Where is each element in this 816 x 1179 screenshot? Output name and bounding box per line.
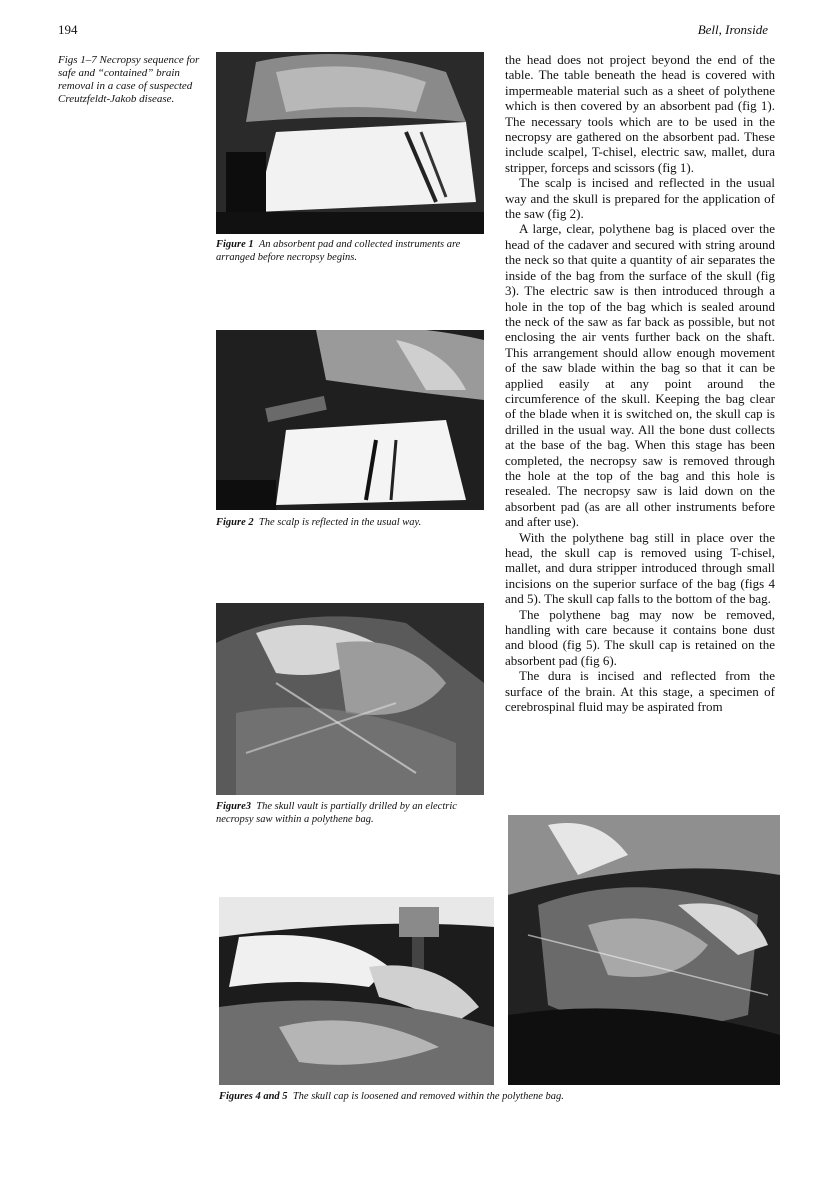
figure-3-photo <box>216 603 484 795</box>
figure-3-caption <box>216 800 486 826</box>
figure-1-photo <box>216 52 484 234</box>
figures-4-5-caption-text: The skull cap is loosened and removed within the polythene bag. <box>292 1091 564 1102</box>
body-paragraph: With the polythene bag still in place over the head, the skull cap is removed using T-chisel, mallet, and dura stripper introduced through small incisions on the superior surface of the bag (figs 4 and 5). The skull cap falls to the bottom of the bag. <box>505 529 775 607</box>
figure-4-photo <box>219 897 494 1085</box>
figure-1-caption <box>216 238 486 264</box>
figure-1-caption-text: An absorbent pad and collected instruments are arranged before necropsy begins. <box>216 239 461 263</box>
figure-2-caption <box>216 516 486 529</box>
body-paragraph: The dura is incised and reflected from the surface of the brain. At this stage, a specimen of cerebrospinal fluid may be aspirated from <box>505 668 775 715</box>
figures-4-5-caption <box>219 1090 719 1103</box>
figure-1-label: Figure 1 <box>216 239 254 250</box>
body-paragraph: The polythene bag may now be removed, handling with care because it contains bone dust and blood (fig 5). The skull cap is retained on the absorbent pad (fig 6). <box>505 606 775 668</box>
body-paragraph: The scalp is incised and reflected in the usual way and the skull is prepared for the application of the saw (fig 2). <box>505 175 775 222</box>
figure-2-caption-text: The scalp is reflected in the usual way. <box>258 517 422 528</box>
figure-2-label: Figure 2 <box>216 517 254 528</box>
figure-3-caption-text: The skull vault is partially drilled by an electric necropsy saw within a polythene bag. <box>216 801 457 825</box>
figures-sidenote: Figs 1–7 Necropsy sequence for safe and “contained” brain removal in a case of suspected Creutzfeldt-Jakob disease. <box>58 54 200 105</box>
body-paragraph: the head does not project beyond the end of the table. The table beneath the head is covered with impermeable material such as a sheet of polythene which is then covered by an absorbent pad (fig 1). The necessary tools which are to be used in the necropsy are gathered on the absorbent pad. These include scalpel, T-chisel, electric saw, mallet, dura stripper, forceps and scissors (fig 1). <box>505 52 775 175</box>
figure-3-label: Figure3 <box>216 801 252 812</box>
running-head: Bell, Ironside <box>697 22 768 37</box>
body-text-column <box>505 52 775 714</box>
page-number: 194 <box>58 22 78 37</box>
figure-5-photo <box>508 815 780 1085</box>
figure-2-photo <box>216 330 484 510</box>
body-paragraph: A large, clear, polythene bag is placed over the head of the cadaver and secured with string around the neck so that quite a quantity of air separates the inside of the bag from the surface of the skull (fig 3). The electric saw is then introduced through a hole in the top of the bag which is sealed around the neck of the saw as far back as possible, but not enclosing the air vents further back on the shaft. This arrangement should allow enough movement of the saw blade within the bag so that it can be applied easily at any point around the circumference of the skull. Keeping the bag clear of the blade when it is switched on, the skull cap is drilled in the usual way. All the bone dust collects at the base of the bag. When this stage has been completed, the necropsy saw is removed through the hole at the top of the bag and this hole is resealed. The necropsy saw is laid down on the absorbent pad (as are all other instruments before and after use). <box>505 221 775 530</box>
figures-4-5-label: Figures 4 and 5 <box>219 1091 288 1102</box>
